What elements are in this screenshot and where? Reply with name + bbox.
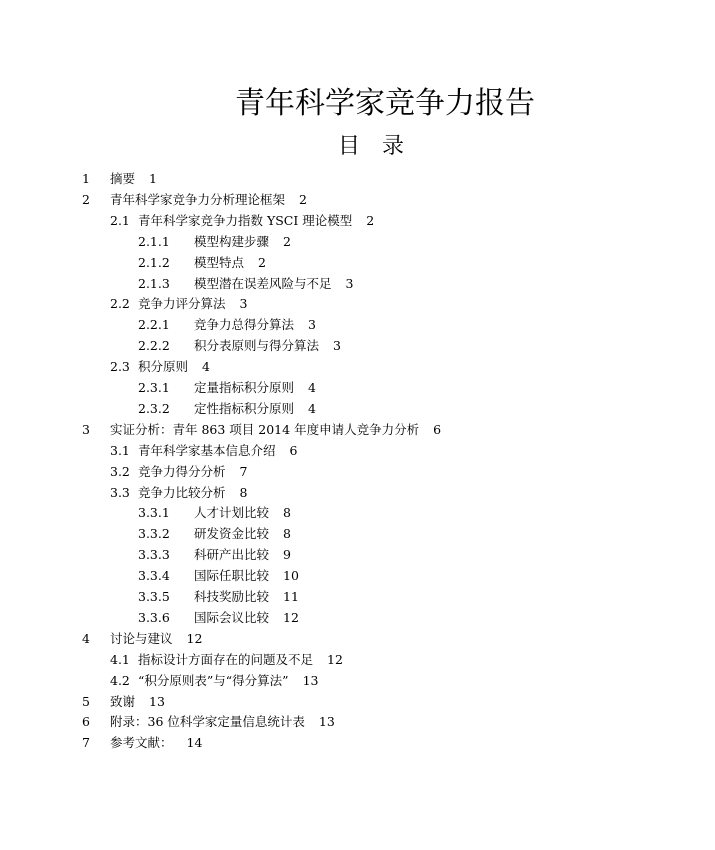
toc-entry[interactable] bbox=[138, 314, 316, 335]
toc-entry-label: 积分原则 bbox=[138, 359, 189, 375]
toc-entry-number: 7 bbox=[82, 735, 90, 751]
toc-entry-number: 2.3 bbox=[110, 359, 130, 375]
toc-entry-label: 人才计划比较 bbox=[194, 505, 270, 521]
toc-entry[interactable] bbox=[82, 189, 307, 210]
toc-entry-page: 14 bbox=[186, 735, 203, 751]
toc-entry-number: 2.2.1 bbox=[138, 317, 170, 333]
toc-entry-label: 研发资金比较 bbox=[194, 526, 270, 542]
toc-entry[interactable] bbox=[82, 711, 335, 732]
toc-entry[interactable] bbox=[110, 461, 247, 482]
toc-entry-page: 3 bbox=[345, 275, 354, 291]
toc-entry-number: 2.1.3 bbox=[138, 275, 170, 291]
toc-entry[interactable] bbox=[82, 419, 441, 440]
toc-entry-number: 3.3.1 bbox=[138, 505, 170, 521]
toc-entry-page: 12 bbox=[283, 609, 299, 625]
toc-entry-label: “积分原则表”与“得分算法” bbox=[138, 672, 289, 688]
toc-entry-page: 2 bbox=[366, 212, 375, 228]
toc-entry[interactable] bbox=[82, 691, 165, 712]
toc-entry-number: 3.1 bbox=[110, 442, 130, 458]
toc-entry[interactable] bbox=[110, 356, 210, 377]
toc-heading: 目 录 bbox=[338, 134, 405, 159]
toc-entry[interactable] bbox=[138, 502, 291, 523]
toc-entry-label: 科技奖励比较 bbox=[194, 589, 270, 604]
toc-entry[interactable] bbox=[138, 398, 316, 419]
toc-entry-number: 3.3.6 bbox=[138, 609, 170, 625]
toc-entry-page: 13 bbox=[149, 693, 165, 709]
toc-entry-page: 9 bbox=[283, 547, 291, 563]
toc-entry-page: 7 bbox=[239, 463, 248, 479]
toc-entry-page: 13 bbox=[318, 714, 335, 730]
toc-entry-number: 2.1 bbox=[110, 212, 130, 228]
toc-entry[interactable] bbox=[138, 252, 266, 273]
toc-entry-label: 实证分析：青年 863 项目 2014 年度申请人竞争力分析 bbox=[110, 421, 420, 437]
toc-entry-label: 致谢 bbox=[110, 693, 136, 709]
toc-entry-label: 指标设计方面存在的问题及不足 bbox=[138, 651, 314, 667]
toc-entry-label: 青年科学家竞争力分析理论框架 bbox=[110, 191, 286, 207]
toc-entry-number: 3.3.4 bbox=[138, 568, 170, 584]
toc-entry-page: 13 bbox=[302, 672, 319, 688]
toc-entry[interactable] bbox=[138, 523, 291, 544]
toc-entry[interactable] bbox=[138, 335, 341, 356]
toc-entry-number: 4 bbox=[82, 630, 90, 646]
toc-entry-page: 4 bbox=[308, 380, 316, 395]
toc-entry-label: 青年科学家基本信息介绍 bbox=[138, 442, 276, 458]
toc-entry-page: 2 bbox=[258, 254, 266, 270]
toc-entry-label: 竞争力评分算法 bbox=[138, 296, 226, 312]
toc-entry-page: 6 bbox=[433, 421, 442, 437]
toc-entry-label: 青年科学家竞争力指数 YSCI 理论模型 bbox=[138, 212, 353, 228]
toc-entry-number: 2 bbox=[82, 191, 90, 207]
toc-entry-number: 2.3.1 bbox=[138, 380, 170, 395]
toc-entry-page: 8 bbox=[283, 526, 291, 542]
toc-entry-label: 科研产出比较 bbox=[194, 547, 270, 563]
toc-entry-number: 2.3.2 bbox=[138, 400, 170, 416]
toc-entry-label: 定性指标积分原则 bbox=[194, 400, 295, 416]
toc-entry-label: 模型特点 bbox=[194, 254, 245, 270]
toc-entry[interactable] bbox=[82, 168, 157, 189]
toc-entry-label: 附录：36 位科学家定量信息统计表 bbox=[110, 714, 305, 730]
toc-entry-number: 2.1.1 bbox=[138, 233, 170, 249]
toc-entry-label: 竞争力总得分算法 bbox=[194, 317, 295, 333]
toc-entry-number: 4.2 bbox=[110, 672, 130, 688]
toc-entry[interactable] bbox=[138, 565, 299, 586]
toc-entry-number: 1 bbox=[82, 171, 90, 186]
toc-entry-page: 3 bbox=[308, 317, 316, 333]
toc-entry-label: 竞争力比较分析 bbox=[138, 484, 226, 500]
toc-entry-label: 竞争力得分分析 bbox=[138, 463, 226, 479]
toc-entry[interactable] bbox=[82, 628, 202, 649]
toc-entry-page: 1 bbox=[149, 171, 157, 186]
toc-entry-label: 定量指标积分原则 bbox=[194, 380, 295, 395]
toc-entry[interactable] bbox=[110, 210, 374, 231]
toc-entry-page: 4 bbox=[202, 359, 210, 375]
toc-entry[interactable] bbox=[110, 440, 297, 461]
toc-entry-label: 摘要 bbox=[110, 171, 136, 186]
toc-entry[interactable] bbox=[138, 231, 291, 252]
toc-entry[interactable] bbox=[110, 482, 247, 503]
toc-entry[interactable] bbox=[138, 273, 353, 294]
toc-entry-number: 5 bbox=[82, 693, 90, 709]
toc-entry-page: 2 bbox=[299, 191, 307, 207]
toc-entry[interactable] bbox=[138, 586, 299, 607]
toc-entry-number: 4.1 bbox=[110, 651, 130, 667]
toc-entry-number: 3.3.2 bbox=[138, 526, 170, 542]
toc-entry[interactable] bbox=[110, 649, 343, 670]
toc-entry-label: 积分表原则与得分算法 bbox=[194, 338, 320, 354]
toc-entry[interactable] bbox=[138, 544, 291, 565]
toc-entry-number: 2.1.2 bbox=[138, 254, 170, 270]
toc-entry-page: 8 bbox=[283, 505, 291, 521]
toc-entry-label: 模型构建步骤 bbox=[194, 233, 270, 249]
toc-entry-page: 10 bbox=[283, 568, 299, 584]
toc-entry-page: 8 bbox=[239, 484, 248, 500]
toc-entry-page: 4 bbox=[308, 400, 316, 416]
toc-entry-page: 3 bbox=[333, 338, 341, 354]
toc-entry-number: 2.2.2 bbox=[138, 338, 170, 354]
toc-entry-page: 6 bbox=[289, 442, 298, 458]
toc-entry[interactable] bbox=[138, 377, 316, 398]
toc-entry-label: 讨论与建议 bbox=[110, 630, 173, 646]
toc-entry-number: 3.3.5 bbox=[138, 589, 170, 604]
toc-entry-number: 3 bbox=[82, 421, 90, 437]
toc-entry[interactable] bbox=[82, 732, 202, 753]
page-title: 青年科学家竞争力报告 bbox=[235, 86, 535, 121]
toc-entry[interactable] bbox=[138, 607, 299, 628]
toc-entry-page: 11 bbox=[283, 589, 299, 604]
toc-entry-number: 3.3.3 bbox=[138, 547, 170, 563]
toc-entry-number: 6 bbox=[82, 714, 90, 730]
toc-entry-number: 3.3 bbox=[110, 484, 130, 500]
toc-entry[interactable] bbox=[110, 670, 318, 691]
toc-entry-label: 国际会议比较 bbox=[194, 609, 270, 625]
toc-entry-number: 3.2 bbox=[110, 463, 130, 479]
toc-entry[interactable] bbox=[110, 293, 247, 314]
toc-entry-page: 12 bbox=[327, 651, 343, 667]
toc-entry-page: 3 bbox=[239, 296, 248, 312]
toc-entry-label: 国际任职比较 bbox=[194, 568, 270, 584]
toc-entry-number: 2.2 bbox=[110, 296, 130, 312]
toc-entry-label: 模型潜在误差风险与不足 bbox=[194, 275, 332, 291]
toc-entry-label: 参考文献： bbox=[110, 735, 173, 751]
toc-entry-page: 12 bbox=[186, 630, 203, 646]
toc-entry-page: 2 bbox=[283, 233, 291, 249]
